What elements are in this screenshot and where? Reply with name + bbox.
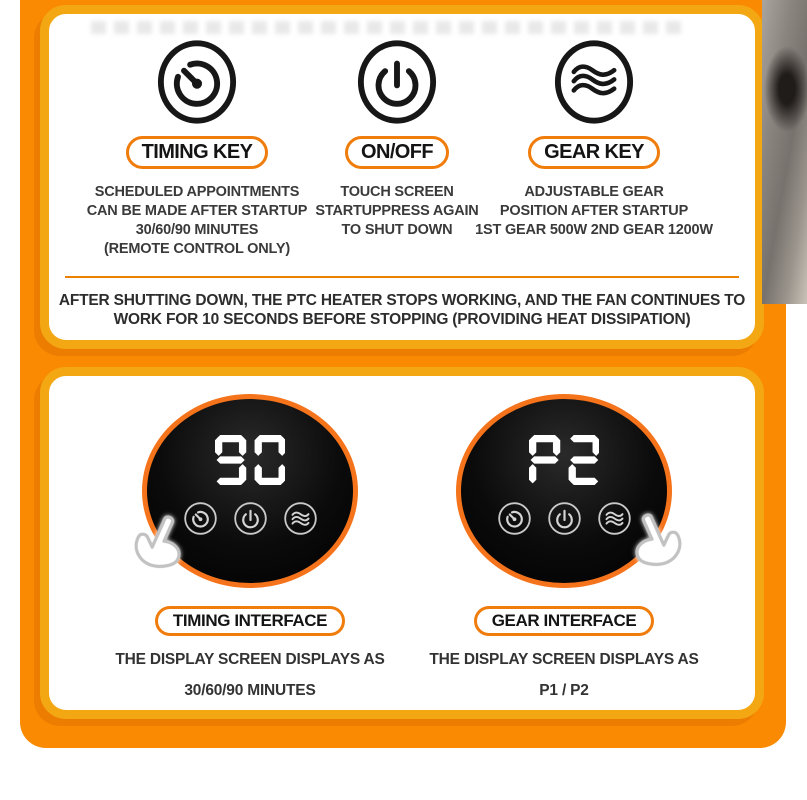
- panel-divider: [65, 276, 739, 278]
- desc-line: THE DISPLAY SCREEN DISPLAYS AS: [429, 651, 699, 668]
- timing-interface-column: [85, 394, 415, 706]
- desc-line: THE DISPLAY SCREEN DISPLAYS AS: [115, 651, 385, 668]
- timing-key-pill: TIMING KEY: [126, 136, 269, 169]
- desc-line: ADJUSTABLE GEAR: [524, 184, 664, 200]
- key-column-gear: [454, 38, 734, 240]
- desc-line: STARTUPPRESS AGAIN: [315, 203, 479, 219]
- product-photo-detail: [764, 46, 807, 132]
- timing-interface-description: [85, 644, 415, 706]
- gear-key-pill: GEAR KEY: [528, 136, 660, 169]
- product-photo-fragment: [762, 0, 807, 304]
- desc-line: POSITION AFTER STARTUP: [499, 203, 689, 219]
- gear-key-description: [454, 183, 734, 240]
- desc-line: TO SHUT DOWN: [341, 222, 453, 238]
- gear-interface-column: [399, 394, 729, 706]
- desc-line: TOUCH SCREEN: [340, 184, 454, 200]
- interfaces-panel: [40, 367, 764, 719]
- desc-line: 30/60/90 MINUTES: [184, 682, 316, 699]
- timer-icon: [155, 38, 239, 126]
- waves-icon: [552, 38, 636, 126]
- keys-panel: [40, 5, 764, 349]
- desc-line: P1 / P2: [539, 682, 589, 699]
- timing-interface-pill: TIMING INTERFACE: [155, 606, 345, 636]
- desc-line: SCHEDULED APPOINTMENTS: [94, 184, 300, 200]
- faded-watermark-text: [91, 21, 685, 34]
- gear-interface-description: [399, 644, 729, 706]
- note-line: AFTER SHUTTING DOWN, THE PTC HEATER STOPS WORKING, AND THE FAN CONTINUES TO: [58, 292, 746, 309]
- desc-line: (REMOTE CONTROL ONLY): [104, 241, 290, 257]
- seven-segment-display: [461, 435, 667, 485]
- desc-line: CAN BE MADE AFTER STARTUP: [86, 203, 308, 219]
- power-icon: [355, 38, 439, 126]
- seven-segment-display: [147, 435, 353, 485]
- timing-display-screen: [142, 394, 358, 588]
- power-button-icon: [233, 501, 268, 536]
- onoff-key-pill: ON/OFF: [345, 136, 449, 169]
- note-line: WORK FOR 10 SECONDS BEFORE STOPPING (PROVIDING HEAT DISSIPATION): [113, 311, 691, 328]
- gear-interface-pill: GEAR INTERFACE: [474, 606, 655, 636]
- desc-line: 30/60/90 MINUTES: [135, 222, 259, 238]
- gear-display-screen: [456, 394, 672, 588]
- desc-line: 1ST GEAR 500W 2ND GEAR 1200W: [475, 222, 713, 238]
- timer-button-icon: [497, 501, 532, 536]
- shutdown-note: [49, 291, 755, 329]
- power-button-icon: [547, 501, 582, 536]
- waves-button-icon: [283, 501, 318, 536]
